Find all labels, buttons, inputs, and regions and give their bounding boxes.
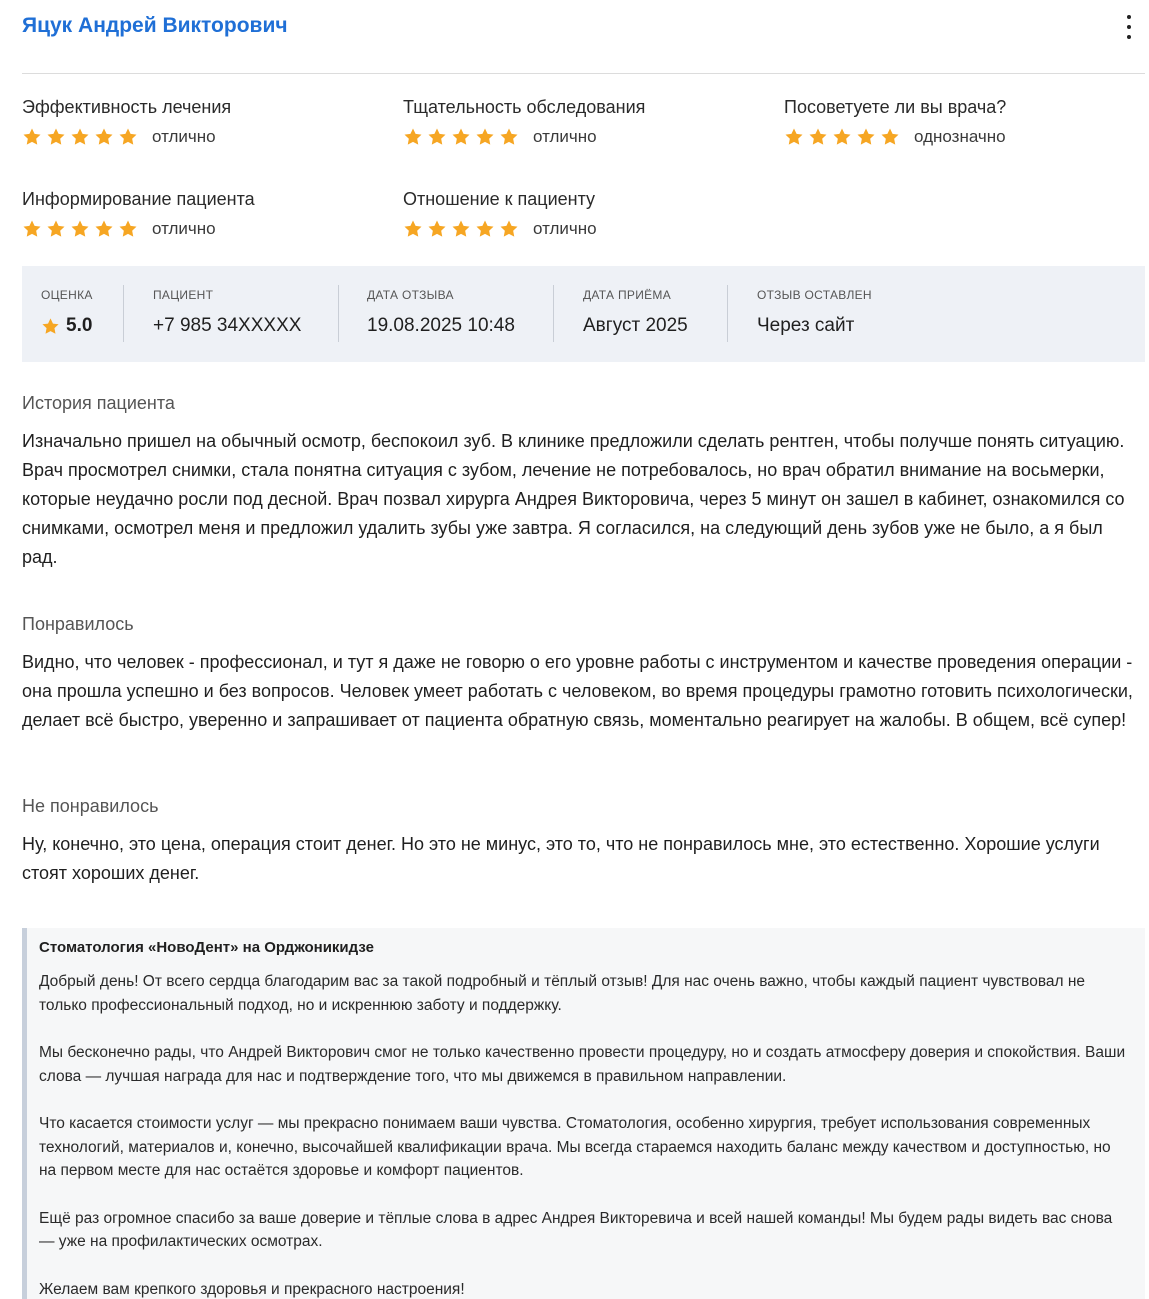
star-rating xyxy=(403,219,519,239)
rating-thoroughness xyxy=(403,97,763,147)
meta-label: ОЦЕНКА xyxy=(41,288,93,302)
meta-patient xyxy=(153,288,301,337)
meta-visit-date xyxy=(583,288,688,337)
star-icon xyxy=(451,219,471,239)
rating-value: отлично xyxy=(152,219,216,238)
meta-label: ДАТА ОТЗЫВА xyxy=(367,288,454,302)
rating-effectiveness xyxy=(22,97,382,147)
star-icon xyxy=(22,127,42,147)
section-text: Видно, что человек - профессионал, и тут я даже не говорю о его уровне работы с инструментом и качестве проведения операции - она прошла успешно и без вопросов. Человек умеет работать с человеком, во время процедуры грамотно готовить психологически, делает всё быстро, уверенно и запрашивает от пациента обратную связь, моментально реагирует на жалобы. В общем, всё супер! xyxy=(22,652,1133,730)
star-icon xyxy=(451,127,471,147)
reply-paragraph: Ещё раз огромное спасибо за ваше доверие и тёплые слова в адрес Андрея Викторевича и всей нашей команды! Мы будем рады видеть вас снова — уже на профилактических осмотрах. xyxy=(39,1209,1113,1250)
doctor-name-link[interactable]: Яцук Андрей Викторович xyxy=(22,14,288,37)
section-text: Ну, конечно, это цена, операция стоит денег. Но это не минус, это то, что не понравилось мне, это естественно. Хорошие услуги стоят хороших денег. xyxy=(22,834,1100,883)
reply-paragraph: Добрый день! От всего сердца благодарим вас за такой подробный и тёплый отзыв! Для нас очень важно, чтобы каждый пациент чувствовал не только профессиональный подход, но и искреннюю заботу и поддержку. xyxy=(39,973,1086,1014)
more-vertical-icon[interactable] xyxy=(1121,14,1137,40)
reply-paragraph: Что касается стоимости услуг — мы прекрасно понимаем ваши чувства. Стоматология, особенно хирургия, требует использования современных технологий, материалов и, конечно, высочайшей квалификации врача. Мы всегда стараемся находить баланс между качеством и доступностью, но на первом месте для нас остаётся здоровье и комфорт пациентов. xyxy=(39,1115,1111,1179)
history-section xyxy=(22,393,1141,572)
divider xyxy=(123,285,124,342)
star-rating xyxy=(403,127,519,147)
review-header xyxy=(22,0,1145,74)
star-rating xyxy=(22,127,138,147)
rating-recommend xyxy=(784,97,1144,147)
meta-score xyxy=(41,288,93,337)
rating-informing xyxy=(22,189,382,239)
star-icon xyxy=(832,127,852,147)
star-icon xyxy=(475,219,495,239)
review-date-value: 19.08.2025 10:48 xyxy=(367,315,515,336)
clinic-reply xyxy=(22,928,1145,1299)
divider xyxy=(338,285,339,342)
score-value xyxy=(41,315,93,337)
rating-value: отлично xyxy=(152,127,216,146)
meta-review-date xyxy=(367,288,515,337)
star-icon xyxy=(41,317,66,336)
disliked-section xyxy=(22,796,1141,888)
review-meta-bar xyxy=(22,266,1145,362)
star-icon xyxy=(808,127,828,147)
rating-value: однозначно xyxy=(914,127,1006,146)
meta-label: ДАТА ПРИЁМА xyxy=(583,288,672,302)
section-title: История пациента xyxy=(22,393,175,413)
star-icon xyxy=(46,219,66,239)
star-icon xyxy=(475,127,495,147)
star-icon xyxy=(118,219,138,239)
divider xyxy=(727,285,728,342)
rating-label: Информирование пациента xyxy=(22,189,255,209)
section-title: Понравилось xyxy=(22,614,134,634)
rating-label: Посоветуете ли вы врача? xyxy=(784,97,1007,117)
star-icon xyxy=(46,127,66,147)
rating-label: Эффективность лечения xyxy=(22,97,232,117)
meta-label: ОТЗЫВ ОСТАВЛЕН xyxy=(757,288,872,302)
rating-label: Тщательность обследования xyxy=(403,97,646,117)
rating-attitude xyxy=(403,189,763,239)
star-icon xyxy=(118,127,138,147)
star-icon xyxy=(499,219,519,239)
star-icon xyxy=(427,219,447,239)
divider xyxy=(553,285,554,342)
star-icon xyxy=(94,219,114,239)
visit-date-value: Август 2025 xyxy=(583,315,688,336)
star-icon xyxy=(94,127,114,147)
star-icon xyxy=(70,127,90,147)
patient-value: +7 985 34XXXXX xyxy=(153,315,302,336)
star-icon xyxy=(856,127,876,147)
source-value: Через сайт xyxy=(757,315,855,336)
reply-author: Стоматология «НовоДент» на Орджоникидзе xyxy=(39,939,374,956)
star-icon xyxy=(403,219,423,239)
star-icon xyxy=(403,127,423,147)
rating-label: Отношение к пациенту xyxy=(403,189,596,209)
rating-value: отлично xyxy=(533,127,597,146)
star-rating xyxy=(784,127,900,147)
star-icon xyxy=(70,219,90,239)
star-rating xyxy=(22,219,138,239)
ratings-grid xyxy=(22,74,1145,266)
score-number: 5.0 xyxy=(66,315,93,336)
star-icon xyxy=(427,127,447,147)
meta-label: ПАЦИЕНТ xyxy=(153,288,214,302)
rating-value: отлично xyxy=(533,219,597,238)
star-icon xyxy=(22,219,42,239)
meta-source xyxy=(757,288,872,337)
section-text: Изначально пришел на обычный осмотр, беспокоил зуб. В клинике предложили сделать рентген, чтобы получше понять ситуацию. Врач просмотрел снимки, стала понятна ситуация с зубом, лечение не потребовалось, но врач обратил внимание на восьмерки, которые неудачно росли под десной. Врач позвал хирурга Андрея Викторовича, через 5 минут он зашел в кабинет, ознакомился со снимками, осмотрел меня и предложил удалить зубы уже завтра. Я согласился, на следующий день зубов уже не было, а я был рад. xyxy=(22,431,1125,567)
star-icon xyxy=(784,127,804,147)
star-icon xyxy=(499,127,519,147)
liked-section xyxy=(22,614,1141,735)
section-title: Не понравилось xyxy=(22,796,159,816)
reply-paragraph: Желаем вам крепкого здоровья и прекрасного настроения! xyxy=(39,1280,465,1298)
star-icon xyxy=(880,127,900,147)
reply-paragraph: Мы бесконечно рады, что Андрей Викторович смог не только качественно провести процедуру, но и создать атмосферу доверия и спокойствия. Ваши слова — лучшая награда для нас и подтверждение того, что мы движемся в правильном направлении. xyxy=(39,1044,1126,1085)
